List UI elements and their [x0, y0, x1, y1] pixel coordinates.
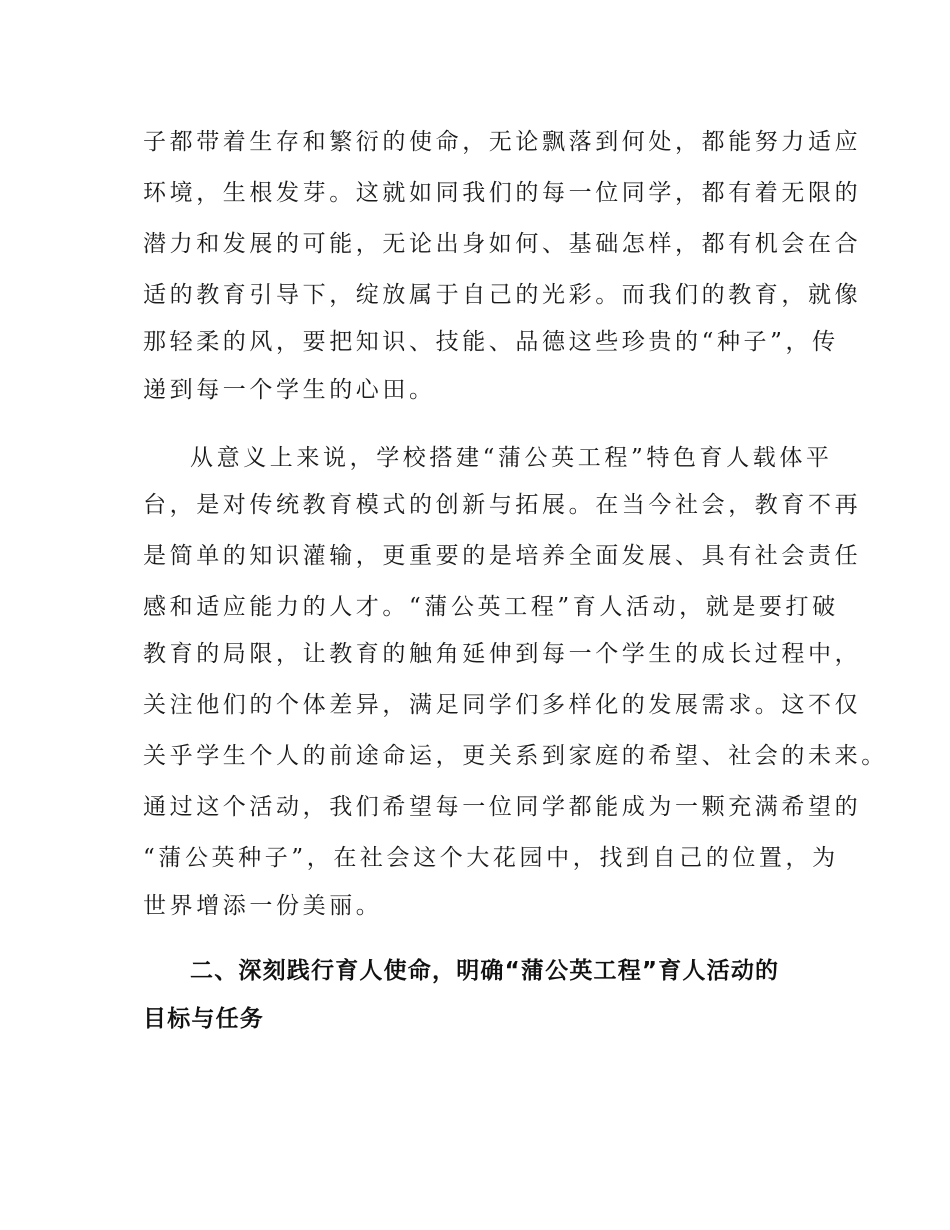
- paragraph-2-line-10: 世界增添一份美丽。: [143, 893, 383, 919]
- paragraph-1-line-3: 潜力和发展的可能，无论出身如何、基础怎样，都有机会在合: [143, 231, 862, 257]
- paragraph-1-line-6: 递到每一个学生的心田。: [143, 377, 436, 403]
- paragraph-2-line-1: 从意义上来说，学校搭建“蒲公英工程”特色育人载体平: [190, 445, 833, 471]
- paragraph-1-line-5: 那轻柔的风，要把知识、技能、品德这些珍贵的“种子”，传: [143, 329, 839, 355]
- paragraph-2-line-3: 是简单的知识灌输，更重要的是培养全面发展、具有社会责任: [143, 543, 862, 569]
- paragraph-2-line-8: 通过这个活动，我们希望每一位同学都能成为一颗充满希望的: [143, 794, 862, 820]
- paragraph-1-line-2: 环境，生根发芽。这就如同我们的每一位同学，都有着无限的: [143, 180, 862, 206]
- paragraph-2-line-7: 关乎学生个人的前途命运，更关系到家庭的希望、社会的未来。: [143, 743, 888, 769]
- section-heading-line-1: 二、深刻践行育人使命，明确“蒲公英工程”育人活动的: [190, 958, 780, 984]
- paragraph-1-line-4: 适的教育引导下，绽放属于自己的光彩。而我们的教育，就像: [143, 282, 862, 308]
- paragraph-1-line-1: 子都带着生存和繁衍的使命，无论飘落到何处，都能努力适应: [143, 129, 862, 155]
- paragraph-2-line-9: “蒲公英种子”，在社会这个大花园中，找到自己的位置，为: [143, 845, 839, 871]
- paragraph-2-line-2: 台，是对传统教育模式的创新与拓展。在当今社会，教育不再: [143, 492, 862, 518]
- section-heading-line-2: 目标与任务: [143, 1006, 264, 1032]
- paragraph-2-line-4: 感和适应能力的人才。“蒲公英工程”育人活动，就是要打破: [143, 594, 839, 620]
- paragraph-2-line-6: 关注他们的个体差异，满足同学们多样化的发展需求。这不仅: [143, 692, 862, 718]
- paragraph-2-line-5: 教育的局限，让教育的触角延伸到每一个学生的成长过程中，: [143, 641, 862, 667]
